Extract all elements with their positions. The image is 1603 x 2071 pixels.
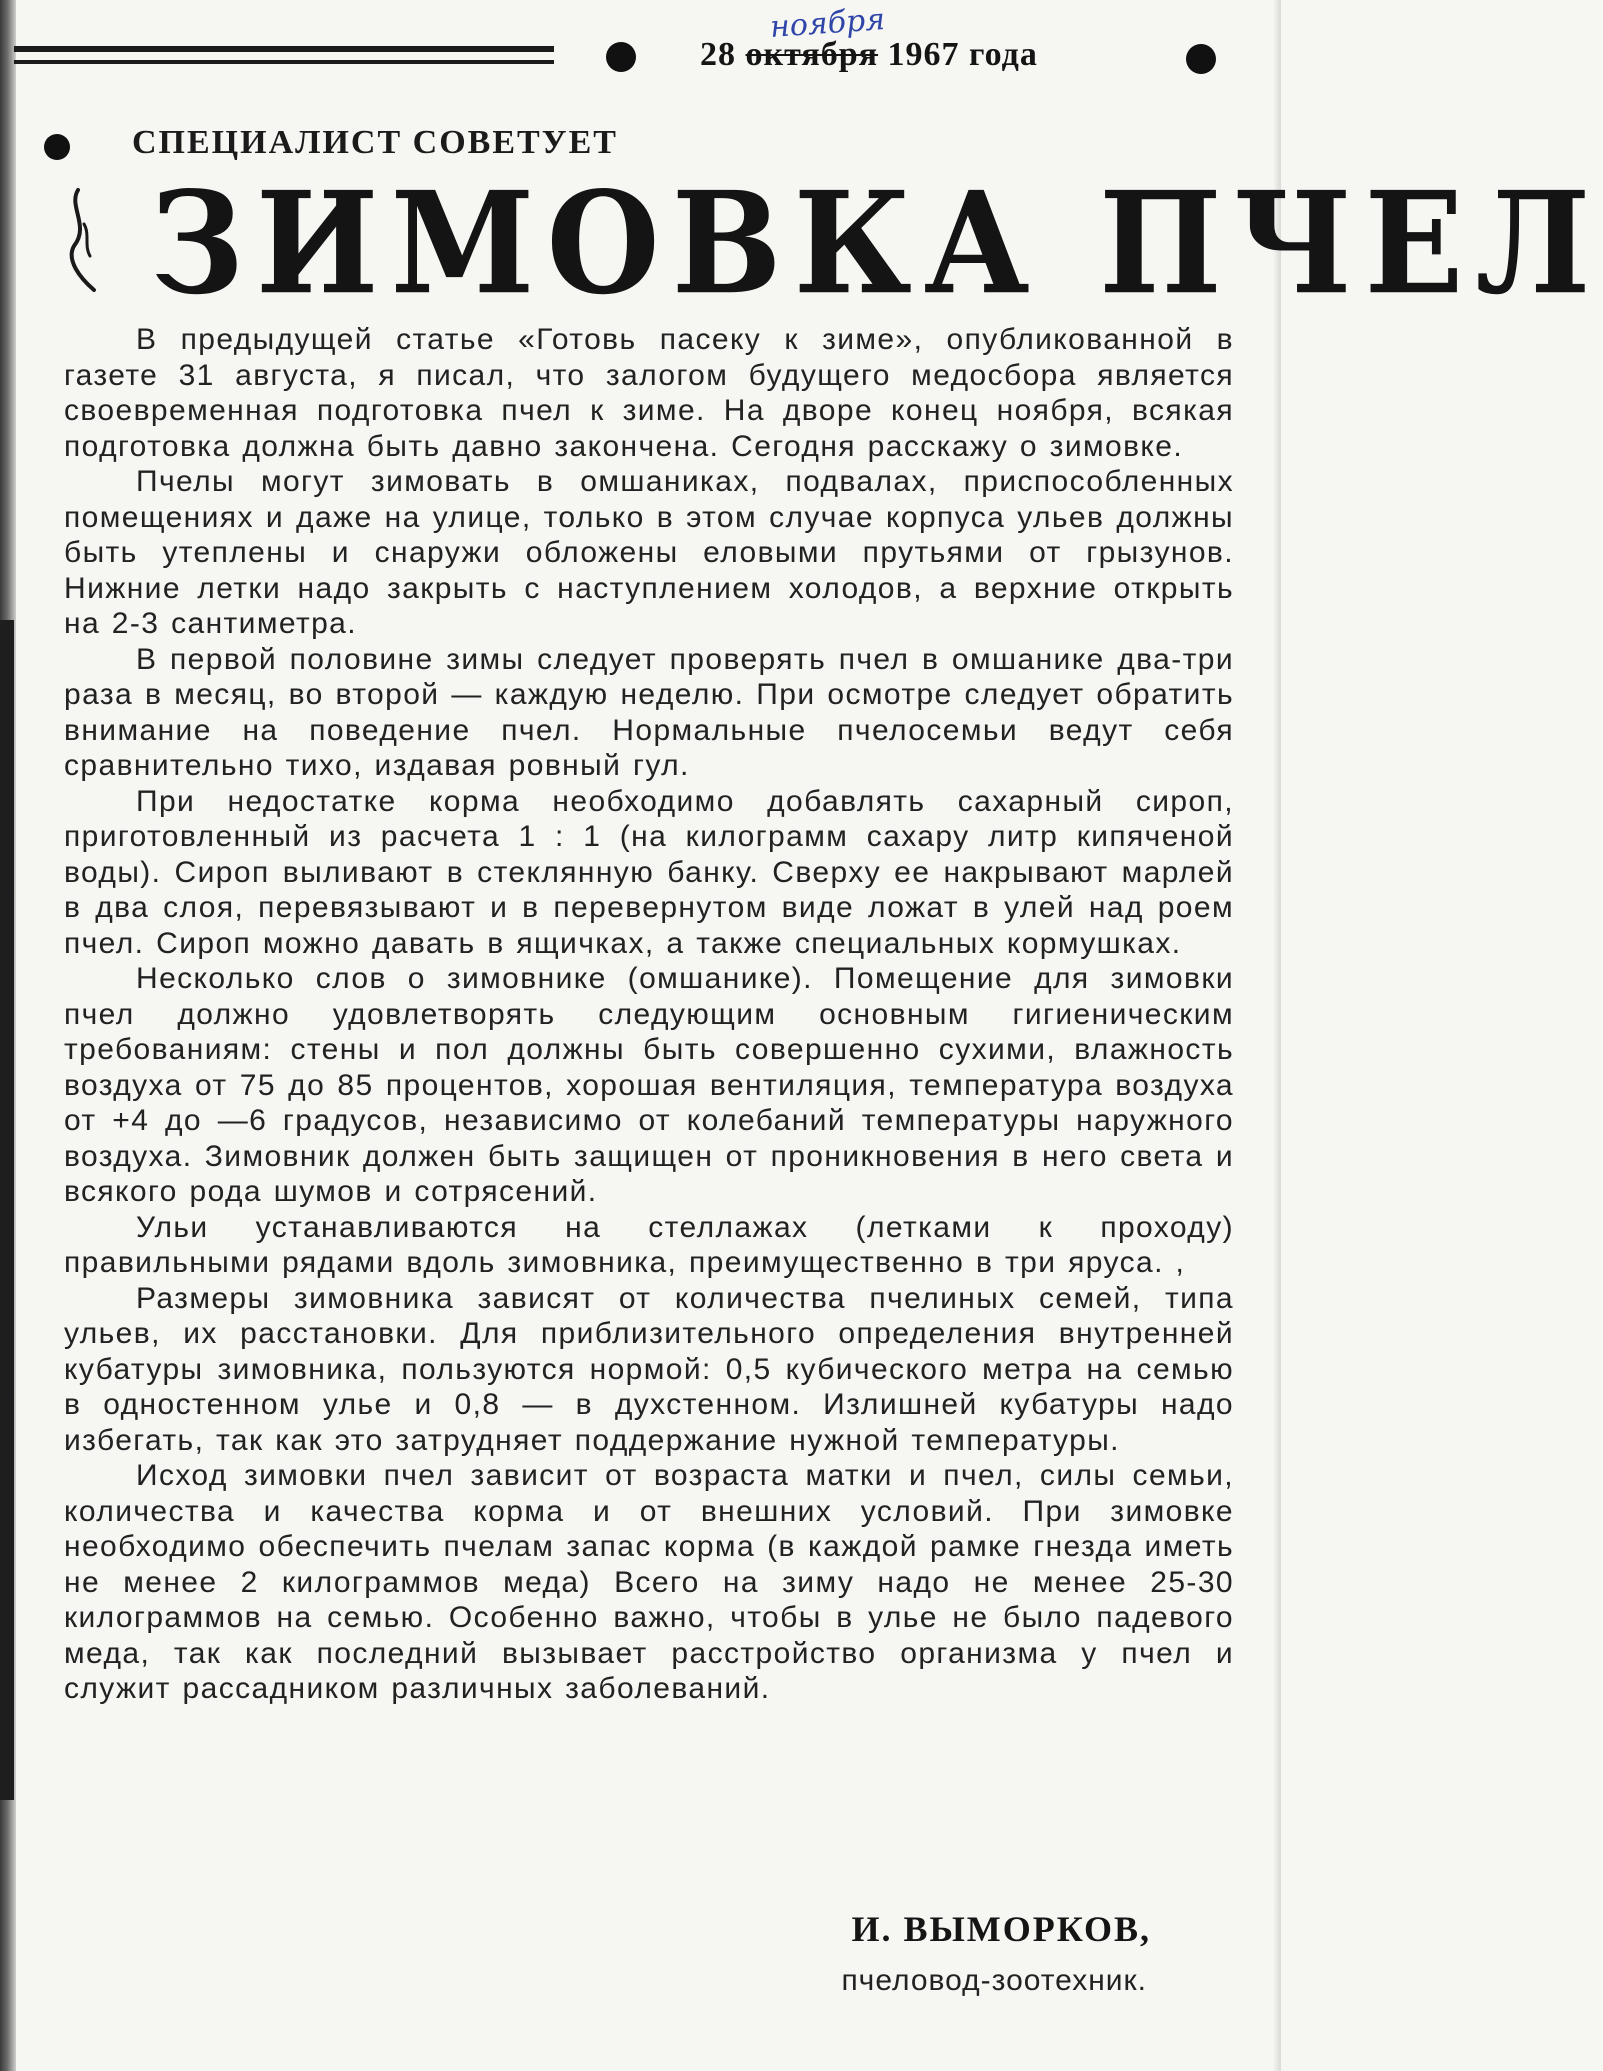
rubric-bullet bbox=[44, 134, 70, 160]
paragraph: В первой половине зимы следует проверять пчел в омшанике два-три раза в месяц, во второй — каждую неделю. При осмотре следует обратить внимание на поведение пчел. Нормальные пчелосемьи ведут себя сравнительно тихо, издавая ровный гул. bbox=[64, 642, 1234, 782]
article-headline: ЗИМОВКА ПЧЕЛ bbox=[150, 160, 1603, 326]
paragraph: Ульи устанавливаются на стеллажах (летками к проходу) правильными рядами вдоль зимовника, преимущественно в три яруса. , bbox=[64, 1210, 1234, 1279]
handwritten-month-correction: ноября bbox=[768, 2, 887, 45]
paragraph: Исход зимовки пчел зависит от возраста матки и пчел, силы семьи, количества и качества корма и от внешних условий. При зимовке необходимо обеспечить пчелам запас корма (в каждой рамке гнезда иметь не менее 2 килограммов меда) Всего на зиму надо не менее 25-30 килограммов на семью. Особенно важно, чтобы в улье не было падевого меда, так как последний вызывает расстройство организма у пчел и служит рассадником различных заболеваний. bbox=[64, 1459, 1234, 1705]
author-role: пчеловод-зоотехник. bbox=[841, 1964, 1147, 1997]
date-year: 1967 года bbox=[887, 36, 1038, 73]
article-body bbox=[64, 322, 1234, 1707]
header-bullet-left bbox=[606, 42, 636, 72]
header-bullet-right bbox=[1186, 44, 1216, 74]
date-month-struck: октября bbox=[745, 36, 879, 73]
paragraph: Пчелы могут зимовать в омшаниках, подвалах, приспособленных помещениях и даже на улице, только в этом случае корпуса ульев должны быть утеплены и снаружи обложены еловыми прутьями от грызунов. Нижние летки надо закрыть с наступлением холодов, а верхние открыть на 2-3 сантиметра. bbox=[64, 465, 1234, 640]
date-day: 28 bbox=[700, 36, 736, 73]
paragraph: Несколько слов о зимовнике (омшанике). Помещение для зимовки пчел должно удовлетворять следующим основным гигиеническим требованиям: стены и пол должны быть совершенно сухими, влажность воздуха от 75 до 85 процентов, хорошая вентиляция, температура воздуха от +4 до —6 градусов, независимо от колебаний температуры наружного воздуха. Зимовник должен быть защищен от проникновения в него света и всякого рода шумов и сотрясений. bbox=[64, 962, 1234, 1208]
paragraph: При недостатке корма необходимо добавлять сахарный сироп, приготовленный из расчета 1 : 1 (на килограмм сахару литр кипяченой воды). Сироп выливают в стеклянную банку. Сверху ее накрывают марлей в два слоя, перевязывают и в перевернутом виде ложат в улей над роем пчел. Сироп можно давать в ящичках, а также специальных кормушках. bbox=[64, 784, 1234, 960]
issue-date bbox=[700, 36, 1038, 74]
scan-left-band bbox=[0, 620, 14, 1800]
header-rule-bottom bbox=[14, 60, 554, 64]
pen-mark-icon bbox=[60, 186, 110, 296]
rubric-label: СПЕЦИАЛИСТ СОВЕТУЕТ bbox=[132, 124, 618, 161]
paragraph: В предыдущей статье «Готовь пасеку к зиме», опубликованной в газете 31 августа, я писал, что залогом будущего медосбора является своевременная подготовка пчел к зиме. На дворе конец ноября, всякая подготовка должна быть давно закончена. Сегодня расскажу о зимовке. bbox=[64, 323, 1234, 463]
author-name: И. ВЫМОРКОВ, bbox=[851, 1909, 1151, 1949]
header-rule-top bbox=[14, 46, 554, 52]
paragraph: Размеры зимовника зависят от количества пчелиных семей, типа ульев, их расстановки. Для приблизительного определения внутренней кубатуры зимовника, пользуются нормой: 0,5 кубического метра на семью в одностенном улье и 0,8 — в духстенном. Излишней кубатуры надо избегать, так как это затрудняет поддержание нужной температуры. bbox=[64, 1281, 1234, 1457]
